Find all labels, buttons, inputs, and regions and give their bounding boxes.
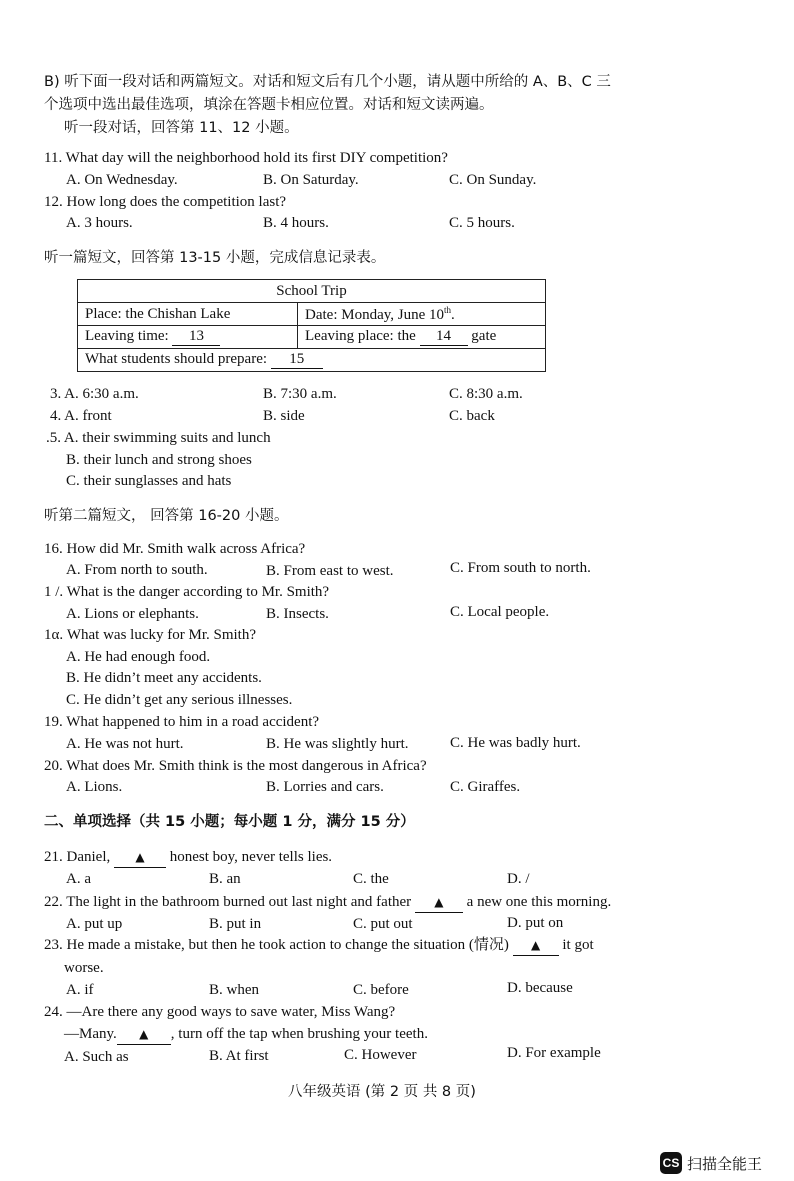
passage2-instruction: 听第二篇短文， 回答第 16-20 小题。 bbox=[44, 508, 289, 524]
dialogue-instruction: 听一段对话，回答第 11、12 小题。 bbox=[64, 120, 299, 136]
q20-stem: 20. What does Mr. Smith think is the most dangerous in Africa? bbox=[44, 758, 427, 774]
q22-blank bbox=[415, 892, 463, 913]
table-title: School Trip bbox=[78, 280, 546, 303]
q12-option-a: A. 3 hours. bbox=[66, 215, 133, 231]
q24-option-a: A. Such as bbox=[64, 1049, 129, 1065]
q23-blank bbox=[513, 935, 559, 956]
q21-blank bbox=[114, 847, 166, 868]
q24-option-c: C. However bbox=[344, 1047, 417, 1063]
q15-option-b: B. their lunch and strong shoes bbox=[66, 452, 252, 468]
page-footer: 八年级英语 (第 2 页 共 8 页) bbox=[288, 1084, 476, 1100]
q19-option-a: A. He was not hurt. bbox=[66, 736, 184, 752]
q17-option-a: A. Lions or elephants. bbox=[66, 606, 199, 622]
q21-option-d: D. / bbox=[507, 871, 530, 887]
table-prepare: What students should prepare: 15 bbox=[78, 349, 546, 372]
q11-option-c: C. On Sunday. bbox=[449, 172, 537, 188]
blank-14: 14 bbox=[420, 328, 468, 346]
scanner-logo-text: 扫描全能王 bbox=[687, 1154, 763, 1173]
q23-stem: 23. He made a mistake, but then he took action to change the situation (情况) ▲ it got bbox=[44, 935, 594, 956]
q23-stem-cont: worse. bbox=[64, 960, 104, 976]
table-leaving-time: Leaving time: 13 bbox=[78, 326, 298, 349]
q18-stem: 1α. What was lucky for Mr. Smith? bbox=[44, 627, 256, 643]
q22-stem: 22. The light in the bathroom burned out last night and father ▲ a new one this morning. bbox=[44, 892, 611, 913]
q21-stem: 21. Daniel, ▲ honest boy, never tells lies. bbox=[44, 847, 332, 868]
q17-stem: 1 /. What is the danger according to Mr. Smith? bbox=[44, 584, 330, 600]
triangle-icon: ▲ bbox=[434, 895, 444, 909]
q11-stem: 11. What day will the neighborhood hold its first DIY competition? bbox=[44, 150, 448, 166]
q21-option-b: B. an bbox=[209, 871, 241, 887]
q24-reply: —Many. ▲ , turn off the tap when brushing your teeth. bbox=[64, 1024, 428, 1045]
q11-option-b: B. On Saturday. bbox=[263, 172, 359, 188]
passage1-instruction: 听一篇短文，回答第 13-15 小题，完成信息记录表。 bbox=[44, 250, 386, 266]
q16-option-c: C. From south to north. bbox=[450, 560, 591, 576]
part2-title: 二、单项选择（共 15 小题；每小题 1 分，满分 15 分） bbox=[44, 814, 415, 830]
scanner-logo bbox=[660, 1152, 762, 1174]
q11-option-a: A. On Wednesday. bbox=[66, 172, 178, 188]
q12-option-c: C. 5 hours. bbox=[449, 215, 515, 231]
q16-option-a: A. From north to south. bbox=[66, 562, 208, 578]
q16-stem: 16. How did Mr. Smith walk across Africa? bbox=[44, 541, 306, 557]
cs-logo-icon: CS bbox=[660, 1152, 682, 1174]
q13-option-b: B. 7:30 a.m. bbox=[263, 386, 337, 402]
q22-option-b: B. put in bbox=[209, 916, 262, 932]
q19-stem: 19. What happened to him in a road accident? bbox=[44, 714, 320, 730]
section-b-instruction-2: 个选项中选出最佳选项，填涂在答题卡相应位置。对话和短文读两遍。 bbox=[44, 97, 494, 113]
q23-option-a: A. if bbox=[66, 982, 94, 998]
q14-option-b: B. side bbox=[263, 408, 305, 424]
q15-option-c: C. their sunglasses and hats bbox=[66, 473, 232, 489]
triangle-icon: ▲ bbox=[135, 850, 145, 864]
q14-option-c: C. back bbox=[449, 408, 495, 424]
school-trip-table bbox=[77, 279, 546, 372]
q13-option-c: C. 8:30 a.m. bbox=[449, 386, 523, 402]
q19-option-c: C. He was badly hurt. bbox=[450, 735, 581, 751]
q17-option-c: C. Local people. bbox=[450, 604, 550, 620]
q22-option-a: A. put up bbox=[66, 916, 123, 932]
table-place: Place: the Chishan Lake bbox=[78, 303, 298, 326]
q22-option-c: C. put out bbox=[353, 916, 413, 932]
blank-15: 15 bbox=[271, 351, 323, 369]
table-leaving-place: Leaving place: the 14 gate bbox=[298, 326, 546, 349]
q19-option-b: B. He was slightly hurt. bbox=[266, 736, 409, 752]
q18-option-c: C. He didn’t get any serious illnesses. bbox=[66, 692, 293, 708]
triangle-icon: ▲ bbox=[531, 938, 541, 952]
q23-option-b: B. when bbox=[209, 982, 259, 998]
q21-option-c: C. the bbox=[353, 871, 389, 887]
q14-option-a: 4. A. front bbox=[50, 408, 112, 424]
q21-option-a: A. a bbox=[66, 871, 91, 887]
q15-option-a: .5. A. their swimming suits and lunch bbox=[46, 430, 271, 446]
q20-option-b: B. Lorries and cars. bbox=[266, 779, 384, 795]
q24-option-d: D. For example bbox=[507, 1045, 601, 1061]
q22-option-d: D. put on bbox=[507, 915, 564, 931]
q24-stem: 24. —Are there any good ways to save water, Miss Wang? bbox=[44, 1004, 396, 1020]
q13-option-a: 3. A. 6:30 a.m. bbox=[50, 386, 139, 402]
q18-option-b: B. He didn’t meet any accidents. bbox=[66, 670, 262, 686]
q20-option-c: C. Giraffes. bbox=[450, 779, 521, 795]
q20-option-a: A. Lions. bbox=[66, 779, 123, 795]
q24-option-b: B. At first bbox=[209, 1048, 269, 1064]
triangle-icon: ▲ bbox=[139, 1027, 149, 1041]
table-date: Date: Monday, June 10th. bbox=[298, 303, 546, 326]
q18-option-a: A. He had enough food. bbox=[66, 649, 211, 665]
q23-option-c: C. before bbox=[353, 982, 409, 998]
q24-blank bbox=[117, 1024, 171, 1045]
q23-option-d: D. because bbox=[507, 980, 573, 996]
q12-stem: 12. How long does the competition last? bbox=[44, 194, 287, 210]
section-b-instruction-1: B) 听下面一段对话和两篇短文。对话和短文后有几个小题，请从题中所给的 A、B、C 三 bbox=[44, 74, 611, 90]
q16-option-b: B. From east to west. bbox=[266, 563, 394, 579]
blank-13: 13 bbox=[172, 328, 220, 346]
q17-option-b: B. Insects. bbox=[266, 606, 329, 622]
q12-option-b: B. 4 hours. bbox=[263, 215, 329, 231]
